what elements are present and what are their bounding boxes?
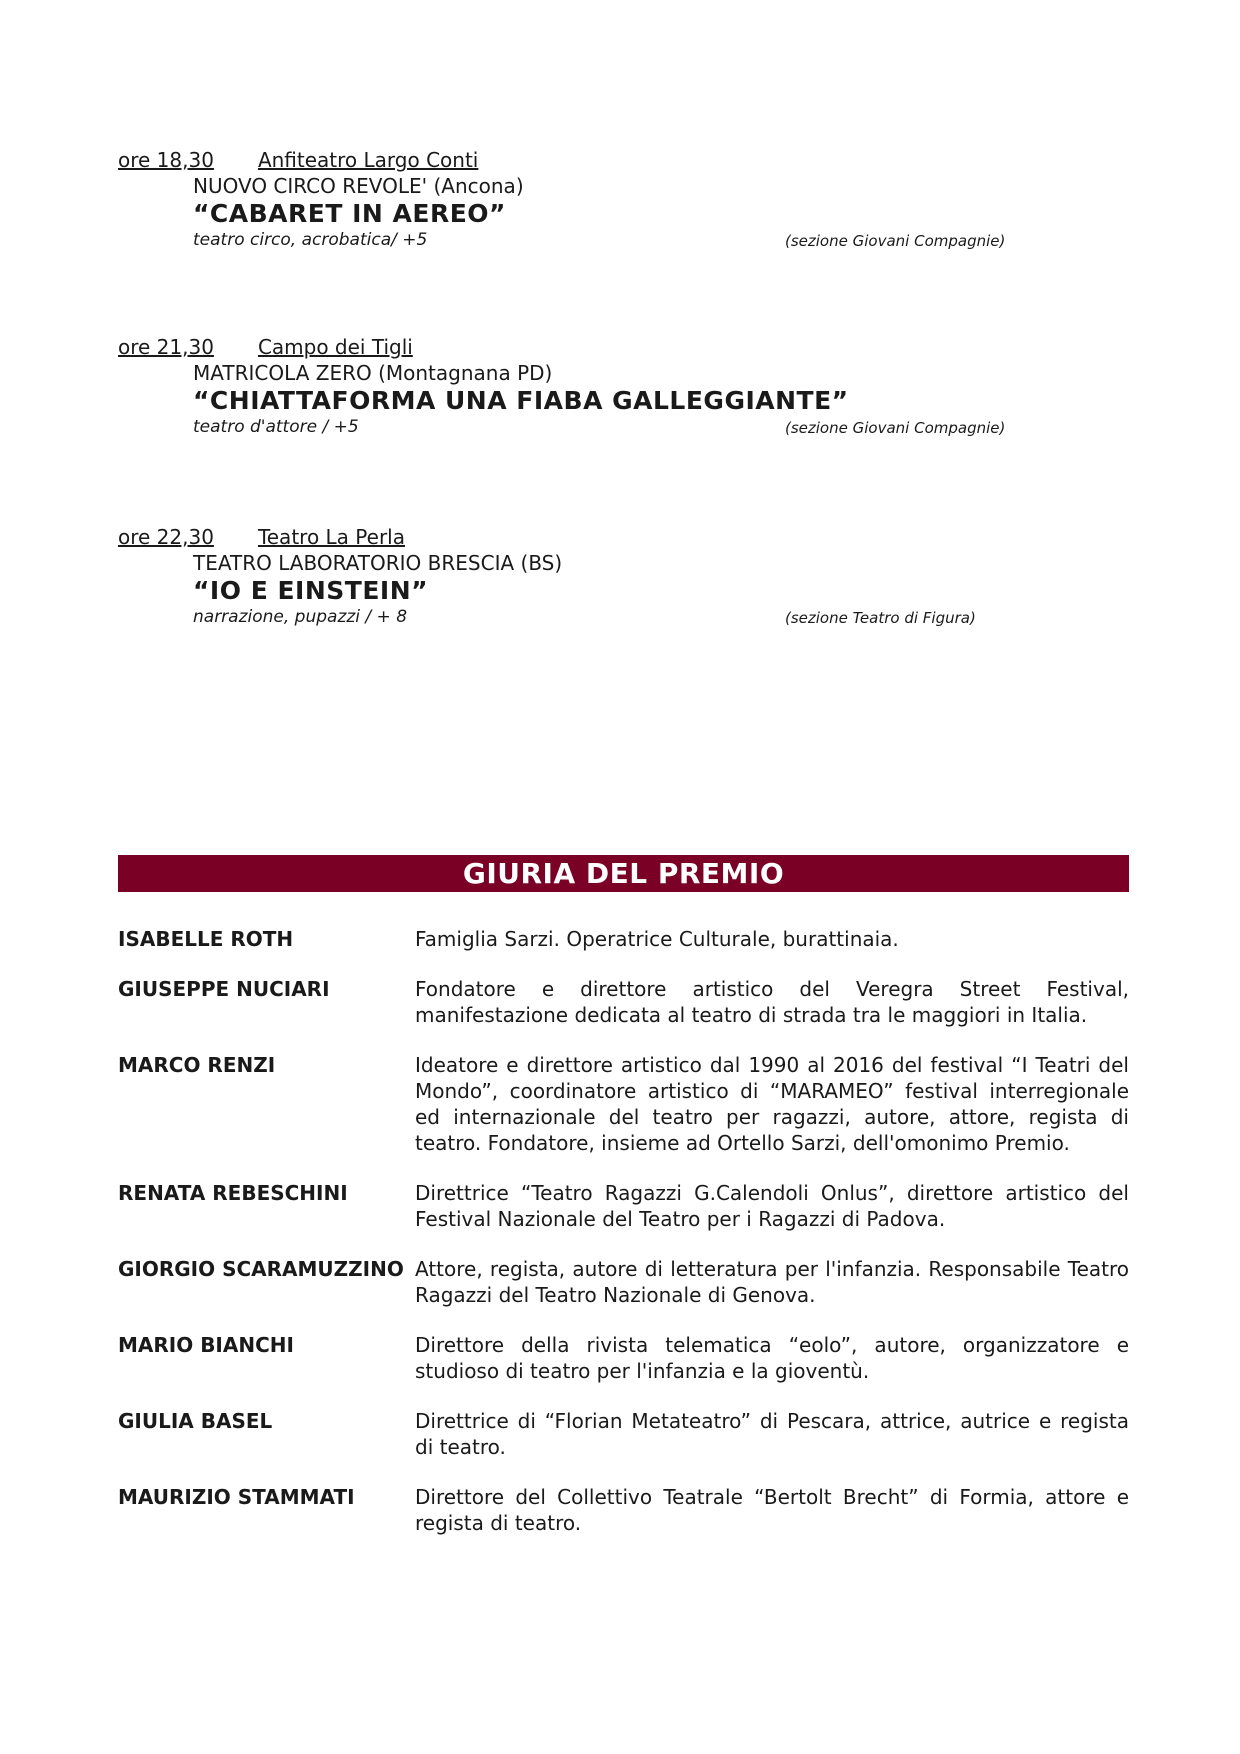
event-time: ore 18,30 [118, 148, 214, 172]
juror [118, 1332, 1129, 1384]
juror-description: Fondatore e direttore artistico del Veregra Street Festival, manifestazione dedicata al teatro di strada tra le maggiori in Italia. [415, 977, 1129, 1027]
event-meta [193, 606, 1068, 628]
event-title: “CHIATTAFORMA UNA FIABA GALLEGGIANTE” [193, 386, 849, 415]
event-1 [118, 147, 1068, 251]
event-venue: Campo dei Tigli [257, 335, 413, 359]
event-3 [118, 524, 1068, 628]
event-section: (sezione Giovani Compagnie) [785, 232, 1006, 250]
event-company: NUOVO CIRCO REVOLE' (Ancona) [193, 174, 524, 198]
event-meta [193, 416, 1068, 438]
juror-description: Direttrice di “Florian Metateatro” di Pescara, attrice, autrice e regista di teatro. [415, 1409, 1129, 1459]
juror [118, 926, 1129, 952]
event-genre: teatro circo, acrobatica/ +5 [193, 230, 428, 250]
event-time: ore 21,30 [118, 335, 214, 359]
event-meta [193, 229, 1068, 251]
juror-description: Ideatore e direttore artistico dal 1990 al 2016 del festival “I Teatri del Mondo”, coordinatore artistico di “MARAMEO” festival interregionale ed internazionale del teatro per ragazzi, autore, attore, regista di teatro. Fondatore, insieme ad Ortello Sarzi, dell'omonimo Premio. [415, 1053, 1129, 1155]
juror-name: GIUSEPPE NUCIARI [118, 977, 330, 1001]
event-time-venue [118, 334, 1068, 360]
event-2 [118, 334, 1068, 438]
juror-name: GIULIA BASEL [118, 1409, 273, 1433]
juror-name: MARIO BIANCHI [118, 1333, 294, 1357]
event-section: (sezione Teatro di Figura) [785, 609, 976, 627]
event-company: MATRICOLA ZERO (Montagnana PD) [193, 361, 553, 385]
juror-name: RENATA REBESCHINI [118, 1181, 348, 1205]
event-genre: teatro d'attore / +5 [193, 417, 359, 437]
event-venue: Anfiteatro Largo Conti [257, 148, 479, 172]
juror-name: GIORGIO SCARAMUZZINO [118, 1257, 404, 1281]
event-genre: narrazione, pupazzi / + 8 [193, 607, 408, 627]
event-company: TEATRO LABORATORIO BRESCIA (BS) [193, 551, 563, 575]
juror-name: MARCO RENZI [118, 1053, 276, 1077]
juror [118, 976, 1129, 1028]
juror-name: ISABELLE ROTH [118, 927, 294, 951]
juror [118, 1484, 1129, 1536]
event-title: “CABARET IN AEREO” [193, 199, 506, 228]
juror-description: Attore, regista, autore di letteratura per l'infanzia. Responsabile Teatro Ragazzi del Teatro Nazionale di Genova. [415, 1257, 1129, 1307]
jury-heading: GIURIA DEL PREMIO [118, 855, 1129, 892]
event-time-venue [118, 147, 1068, 173]
event-venue: Teatro La Perla [257, 525, 405, 549]
juror-description: Direttrice “Teatro Ragazzi G.Calendoli Onlus”, direttore artistico del Festival Nazionale del Teatro per i Ragazzi di Padova. [415, 1181, 1129, 1231]
event-time: ore 22,30 [118, 525, 214, 549]
juror-description: Direttore della rivista telematica “eolo”, autore, organizzatore e studioso di teatro per l'infanzia e la gioventù. [415, 1333, 1129, 1383]
jury-list [118, 926, 1129, 1560]
event-title: “IO E EINSTEIN” [193, 576, 429, 605]
juror [118, 1408, 1129, 1460]
juror-name: MAURIZIO STAMMATI [118, 1485, 355, 1509]
event-section: (sezione Giovani Compagnie) [785, 419, 1006, 437]
juror-description: Famiglia Sarzi. Operatrice Culturale, burattinaia. [415, 927, 899, 951]
juror [118, 1180, 1129, 1232]
juror [118, 1052, 1129, 1156]
juror-description: Direttore del Collettivo Teatrale “Bertolt Brecht” di Formia, attore e regista di teatro. [415, 1485, 1129, 1535]
event-time-venue [118, 524, 1068, 550]
juror [118, 1256, 1129, 1308]
